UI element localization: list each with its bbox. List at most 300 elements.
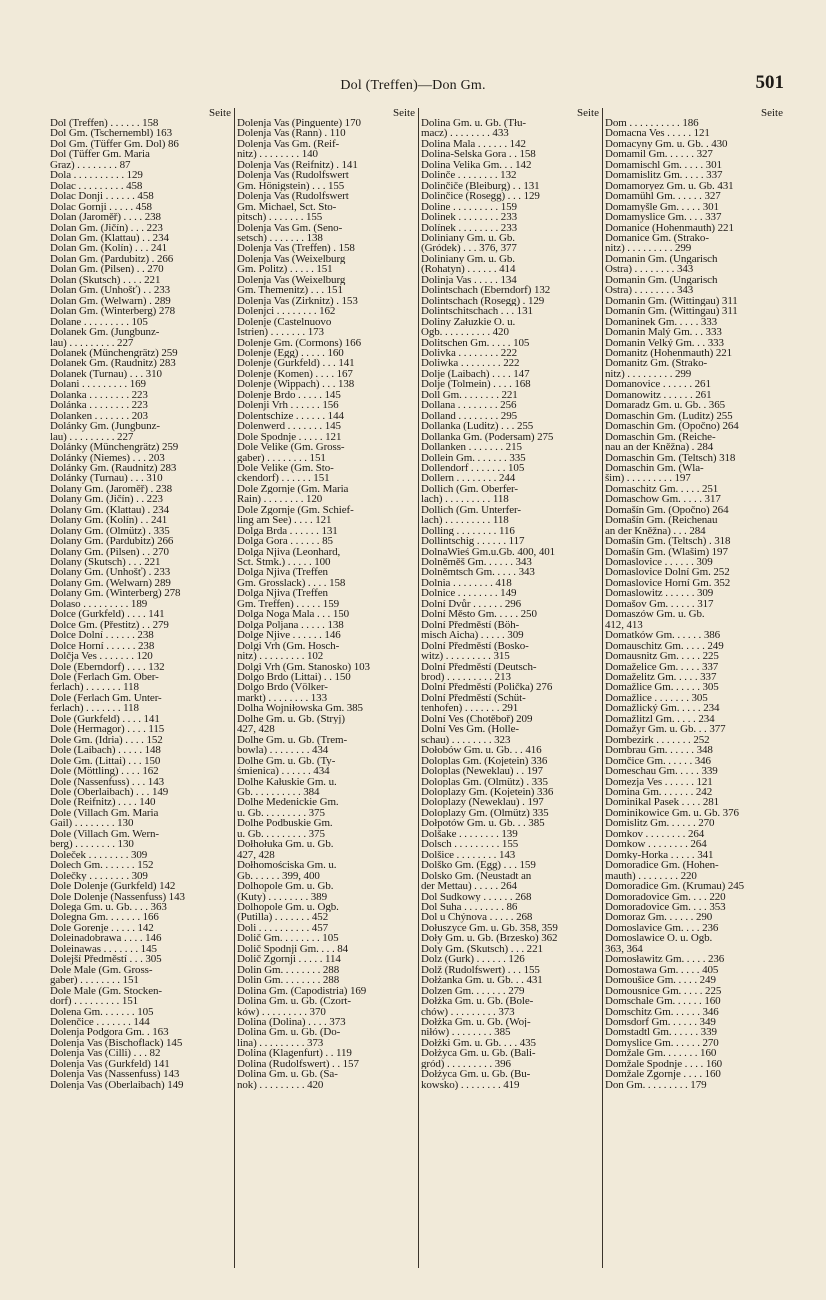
index-entry: Dole Male (Gm. Gross- [50, 964, 153, 976]
index-entry: Doloplazy Gm. (Olmütz) 335 [421, 807, 549, 819]
index-entry: Dolnice . . . . . . . . 149 [421, 588, 517, 599]
index-entry: Dolhe Gm. u. Gb. (Stryj) [237, 713, 345, 725]
index-entry: Domaschin Gm. (Reiche- [605, 431, 716, 443]
index-entry: Dolenja Vas (Rudolfswert [237, 191, 349, 202]
index-entry: Gail) . . . . . . . . 130 [50, 818, 134, 829]
index-entry: Ostra) . . . . . . . . 343 [605, 285, 694, 296]
index-entry: Domoslavice Gm. . . . 236 [605, 922, 719, 934]
index-entry: Dolany Gm. (Unhošť) . 233 [50, 567, 171, 578]
index-entry: Dolce Horní . . . . . . 238 [50, 640, 155, 652]
index-entry: Domaninek Gm. . . . . 333 [605, 316, 718, 328]
index-entry: Dollanka Gm. (Podersam) 275 [421, 431, 554, 443]
index-column-1 [50, 108, 234, 1268]
index-entry: Dole (Laibach) . . . . . 148 [50, 745, 161, 756]
index-entry: Dolany Gm. (Pardubitz) 266 [50, 536, 174, 547]
index-entry: Domschale Gm. . . . . . 160 [605, 996, 721, 1007]
index-entry: Dolhopole Gm. u. Ogb. [237, 901, 339, 913]
index-entry: Dole Zgornje (Gm. Maria [237, 483, 349, 495]
index-entry: Dole (Gurkfeld) . . . . 141 [50, 713, 160, 725]
index-entry: Dolní Ves (Chotěboř) 209 [421, 713, 533, 725]
index-entry: Dolintschach (Eberndorf) 132 [421, 285, 551, 296]
index-entry: Dolina (Dolina) . . . . 373 [237, 1016, 346, 1028]
index-entry: Domousnice Gm. . . . . 225 [605, 985, 722, 997]
index-entry: Dollintschig . . . . . . 117 [421, 536, 525, 547]
index-entry: Dolan Gm. (Welwarn) . 289 [50, 295, 171, 307]
index-entry: Dołuszyce Gm. u. Gb. 358, 359 [421, 922, 558, 934]
index-entry: Dolní Předměstí (Böh- [421, 619, 520, 631]
index-entry: nitz) . . . . . . . . 140 [237, 149, 318, 160]
index-entry: Dolga Gora . . . . . . 85 [237, 536, 333, 547]
index-entry: Dolany Gm. (Klattau) . 234 [50, 504, 169, 516]
index-entry: Dolan Gm. (Klattau) . . 234 [50, 232, 169, 244]
index-entry: Domschitz Gm. . . . . . 346 [605, 1006, 719, 1017]
index-entry: DolnaWieś Gm.u.Gb. 400, 401 [421, 546, 556, 558]
index-entry: Domažyr Gm. u. Gb. . . 377 [605, 724, 726, 735]
index-entry: Domžale Spodnje . . . . 160 [605, 1058, 723, 1070]
index-entry: Domaschitz Gm. . . . . 251 [605, 483, 719, 495]
index-entry: (Putilla) . . . . . . . 452 [237, 912, 329, 923]
index-entry: Doły Gm. u. Gb. (Brzesko) 362 [421, 933, 558, 944]
index-column-4 [602, 108, 786, 1268]
index-entry: Dolenja Podgora Gm. . 163 [50, 1027, 169, 1038]
index-entry: Dole (Villach Gm. Wern- [50, 828, 159, 840]
index-entry: Dolling . . . . . . . . 116 [421, 525, 515, 537]
index-entry: Dolaso . . . . . . . . . 189 [50, 598, 148, 610]
index-entry: Dolenja Vas Gm. (Seno- [237, 222, 343, 233]
index-entry: macz) . . . . . . . . 433 [421, 128, 509, 139]
index-entry: Dole (Villach Gm. Maria [50, 807, 159, 819]
index-entry: Dolzen Gm. . . . . . . 279 [421, 985, 525, 997]
index-entry: Dolan (Skutsch) . . . . 221 [50, 274, 161, 286]
index-entry: Dolž (Rudolfswert) . . . 155 [421, 964, 540, 976]
index-entry: misch Aicha) . . . . . 309 [421, 630, 524, 641]
index-entry: Dolac Donji . . . . . . 458 [50, 191, 154, 202]
column-heading: Seite [393, 107, 415, 119]
index-entry: schau) . . . . . . . . 323 [421, 734, 511, 746]
index-entry: Dolič Zgornji . . . . . 114 [237, 954, 341, 965]
index-entry: Domaschin Gm. (Teltsch) 318 [605, 452, 736, 463]
index-entry: Domoradice Gm. (Krumau) 245 [605, 881, 745, 892]
index-entry: Dolanken . . . . . . . 203 [50, 410, 148, 422]
index-entry: Dolje (Laibach) . . . . 147 [421, 368, 530, 380]
index-entry: Ogb. . . . . . . . . . 420 [421, 327, 509, 338]
index-entry: Dolenje (Komen) . . . . 167 [237, 368, 353, 380]
index-entry: Graz) . . . . . . . . 87 [50, 159, 131, 171]
index-entry: ling am See) . . . . 121 [237, 515, 332, 526]
index-entry: Dolinčiče (Bleiburg) . . 131 [421, 180, 540, 192]
index-entry: Dolenje (Gurkfeld) . . . 141 [237, 358, 355, 369]
index-entry: Domaschow Gm. . . . . 317 [605, 494, 721, 505]
index-column-2 [234, 108, 418, 1268]
index-entry: Dolič Gm. . . . . . . . 105 [237, 933, 339, 944]
index-entry: 363, 364 [605, 943, 643, 955]
index-columns [50, 108, 787, 1268]
index-entry: Dolce (Gurkfeld) . . . . 141 [50, 609, 165, 620]
index-entry: Dollich (Gm. Unterfer- [421, 504, 521, 516]
index-entry: 412, 413 [605, 619, 643, 631]
index-entry: Domžale Gm. . . . . . . 160 [605, 1048, 717, 1059]
index-entry: Gb. . . . . . 399, 400 [237, 870, 320, 882]
index-entry: Dolin Gm. . . . . . . . 288 [237, 964, 340, 976]
index-entry: Dołżanka Gm. u. Gb. . . 431 [421, 975, 543, 986]
index-entry: Dole (Ferlach Gm. Ober- [50, 672, 159, 683]
index-entry: Dom . . . . . . . . . . 186 [605, 118, 699, 129]
index-entry: Dolenčice . . . . . . . 144 [50, 1016, 150, 1028]
index-entry: Dominikowice Gm. u. Gb. 376 [605, 807, 739, 819]
index-entry: Doleinawas . . . . . . . 145 [50, 943, 157, 955]
index-entry: Dolani . . . . . . . . . 169 [50, 379, 146, 390]
index-entry: Dolgo Brdo (Völker- [237, 682, 328, 693]
index-entry: Domašín Gm. (Wlašim) 197 [605, 546, 728, 558]
index-entry: Dolenja Vas (Gurkfeld) 141 [50, 1058, 170, 1070]
index-entry: Dolentschize . . . . . . 144 [237, 410, 344, 422]
index-entry: Dolina Gm. u. Gb. (Czort- [237, 996, 351, 1007]
index-entry: Domčice Gm. . . . . . 346 [605, 755, 711, 767]
index-entry: Domoradice Gm. (Hohen- [605, 860, 719, 871]
index-entry: Doliniany Gm. u. Gb. [421, 232, 515, 244]
index-entry: Dole (Oberlaibach) . . . 149 [50, 787, 169, 798]
index-entry: nitz) . . . . . . . . . 102 [237, 651, 324, 662]
index-entry: Dolce Gm. (Přestitz) . . 279 [50, 619, 169, 631]
index-entry: Doliwka . . . . . . . . 222 [421, 358, 520, 369]
index-entry: Dolina Gm. (Capodistria) 169 [237, 985, 367, 997]
index-entry: Dolinek . . . . . . . . 233 [421, 212, 517, 223]
index-entry: Dol (Tüffer Gm. Maria [50, 149, 150, 160]
index-entry: Dolhe Kałuskie Gm. u. [237, 776, 337, 787]
index-entry: Dolenja Vas (Nassenfuss) 143 [50, 1069, 180, 1080]
index-entry: Dolany Gm. (Jaroměř) . 238 [50, 483, 173, 495]
index-entry: Dolenja Vas (Oberlaibach) 149 [50, 1079, 184, 1091]
index-entry: Doll Gm. . . . . . . . 221 [421, 389, 518, 401]
index-entry: Dole (Nassenfuss) . . . 143 [50, 776, 165, 787]
index-entry: (Gródek) . . . 376, 377 [421, 243, 517, 254]
index-entry: Domašín Gm. (Reichenau [605, 515, 718, 526]
index-entry: Domašov Gm. . . . . . 317 [605, 598, 714, 610]
index-entry: Domanitz Gm. (Strako- [605, 358, 708, 369]
index-entry: Domanin Gm. (Ungarisch [605, 253, 718, 265]
index-entry: Dolič Spodnji Gm. . . . 84 [237, 943, 349, 955]
index-entry: Doly Gm. (Skutsch) . . . 221 [421, 943, 543, 955]
index-entry: Dolany Gm. (Olmütz) . 335 [50, 525, 170, 537]
index-entry: Dolina (Rudolfswert) . . 157 [237, 1058, 359, 1070]
index-entry: Dominikal Pasek . . . . 281 [605, 797, 720, 808]
index-entry: bowla) . . . . . . . . 434 [237, 745, 329, 756]
index-entry: Domaslovice Dolní Gm. 252 [605, 567, 730, 578]
index-entry: lau) . . . . . . . . . 227 [50, 431, 134, 443]
index-entry: Domažlice Gm. . . . . . 305 [605, 682, 719, 693]
index-entry: Dolga Njiva (Leonhard, [237, 546, 341, 558]
index-entry: Dolina Gm. u. Gb. (Sa- [237, 1069, 338, 1080]
index-entry: Dole (Hermagor) . . . . 115 [50, 724, 165, 735]
index-entry: Dolní Dvůr . . . . . . 296 [421, 598, 522, 610]
index-entry: dorf) . . . . . . . . . 151 [50, 996, 139, 1007]
index-entry: Dollein Gm. . . . . . . 335 [421, 452, 526, 463]
index-entry: Gm. Grosslack) . . . . 158 [237, 577, 346, 589]
index-entry: Dol Gm. (Tüffer Gm. Dol) 86 [50, 138, 179, 150]
index-entry: lina) . . . . . . . . . 373 [237, 1037, 324, 1049]
index-entry: Dolitschen Gm. . . . . 105 [421, 337, 530, 348]
index-entry: Domoraz Gm. . . . . . 290 [605, 912, 713, 923]
index-entry: Domacyny Gm. u. Gb. . 430 [605, 138, 728, 150]
index-entry: Dolšice . . . . . . . . 143 [421, 849, 516, 861]
index-entry: Dolánky Gm. (Raudnitz) 283 [50, 462, 177, 474]
index-entry: Domaslovice . . . . . . 309 [605, 557, 713, 568]
index-entry: Doli . . . . . . . . . . 457 [237, 922, 329, 934]
index-entry: Dołżka Gm. u. Gb. (Woj- [421, 1016, 531, 1028]
index-entry: Doloplazy Gm. (Kojetein) 336 [421, 787, 554, 798]
index-entry: Dole (Ferlach Gm. Unter- [50, 692, 162, 704]
index-entry: Dolivka . . . . . . . . 222 [421, 347, 517, 359]
index-entry: Dolenje (Wippach) . . . 138 [237, 379, 355, 390]
index-entry: Domyslice Gm. . . . . . 270 [605, 1037, 719, 1049]
index-entry: nok) . . . . . . . . . 420 [237, 1079, 324, 1091]
index-entry: tenhofen) . . . . . . . 291 [421, 703, 519, 714]
index-entry: Dolan Gm. (Winterberg) 278 [50, 306, 176, 317]
index-entry: Dołpotów Gm. u. Gb. . . 385 [421, 818, 545, 829]
index-entry: Dolenja Vas (Pinguente) 170 [237, 118, 361, 129]
index-entry: Dolin Gm. . . . . . . . 288 [237, 975, 340, 986]
index-entry: Domažlice . . . . . . . 305 [605, 692, 708, 704]
index-entry: śmienica) . . . . . . 434 [237, 766, 330, 777]
index-entry: Dolško Gm. (Egg) . . . 159 [421, 860, 536, 871]
index-entry: Doloplas Gm. (Kojetein) 336 [421, 755, 548, 767]
index-entry: Domkow . . . . . . . . 264 [605, 839, 707, 850]
index-entry: Domanice Gm. (Strako- [605, 232, 709, 244]
index-entry: lau) . . . . . . . . . 227 [50, 337, 134, 348]
index-entry: Dolenja Vas (Weixelburg [237, 253, 346, 265]
index-entry: Dolínek . . . . . . . . 233 [421, 222, 517, 233]
index-entry: Domažlický Gm. . . . . 234 [605, 703, 720, 714]
index-entry: Dolhe Medenickie Gm. [237, 797, 339, 808]
index-entry: Gb. . . . . . . . . . 384 [237, 787, 320, 798]
index-entry: Domaslovice Horní Gm. 352 [605, 577, 731, 589]
index-entry: Dole Velike (Gm. Gross- [237, 442, 345, 453]
index-entry: Domstadtl Gm. . . . . . 339 [605, 1027, 717, 1038]
index-entry: Dolanek Gm. (Raudnitz) 283 [50, 358, 176, 369]
index-entry: Dolní Město Gm. . . . . 250 [421, 609, 537, 620]
index-entry: Dolenja Vas (Rann) . 110 [237, 128, 346, 139]
index-entry: Domamühl Gm. . . . . . 327 [605, 191, 721, 202]
index-entry: Domoušice Gm. . . . . 249 [605, 975, 716, 986]
index-entry: Dolan Gm. (Pilsen) . . 270 [50, 264, 164, 275]
index-entry: Dolsko Gm. (Neustadt an [421, 870, 532, 882]
index-entry: Istrien) . . . . . . . 173 [237, 327, 324, 338]
index-entry: Sct. Stmk.) . . . . . 100 [237, 557, 331, 568]
index-entry: Domina Gm. . . . . . . 242 [605, 787, 713, 798]
index-entry: Domezja Ves . . . . . . 121 [605, 776, 713, 787]
index-entry: Dole (Eberndorf) . . . . 132 [50, 661, 165, 673]
index-entry: Doline . . . . . . . . . 159 [421, 201, 517, 213]
index-entry: Dolinja Vas . . . . . 134 [421, 274, 517, 286]
index-entry: u. Gb. . . . . . . . . 375 [237, 807, 325, 819]
index-entry: Dole Dolenje (Nassenfuss) 143 [50, 891, 185, 902]
index-entry: ków) . . . . . . . . . 370 [237, 1006, 326, 1017]
index-entry: Gm. Themenitz) . . . 151 [237, 285, 343, 296]
index-entry: der Mettau) . . . . . 264 [421, 881, 517, 892]
index-entry: Doleček . . . . . . . . 309 [50, 849, 148, 861]
index-entry: Domamischl Gm. . . . . 301 [605, 159, 722, 171]
index-entry: Dolečky . . . . . . . . 309 [50, 870, 148, 882]
index-entry: Domaschin Gm. (Opočno) 264 [605, 421, 739, 432]
index-entry: Dolenjci . . . . . . . . 162 [237, 306, 336, 317]
index-entry: Dole Dolenje (Gurkfeld) 142 [50, 881, 176, 892]
index-entry: Dol (Treffen) . . . . . . 158 [50, 118, 159, 129]
index-entry: Dolní Předměstí (Bosko- [421, 640, 529, 652]
index-entry: Dołobów Gm. u. Gb. . . 416 [421, 745, 542, 756]
index-entry: Dol Gm. (Tschernembl) 163 [50, 128, 172, 139]
index-entry: Dolenje (Castelnuovo [237, 316, 332, 328]
index-entry: Dollich (Gm. Oberfer- [421, 483, 518, 495]
index-entry: Dolane . . . . . . . . . 105 [50, 316, 148, 328]
index-entry: Dolenja Vas (Weixelburg [237, 274, 346, 286]
page-number: 501 [755, 72, 784, 93]
index-entry: Dol Sudkowy . . . . . . 268 [421, 891, 532, 902]
index-entry: Doloplazy (Neweklau) . 197 [421, 797, 544, 808]
index-entry: Dolhe Gm. u. Gb. (Ty- [237, 755, 336, 767]
index-entry: Dolany Gm. (Pilsen) . . 270 [50, 546, 169, 558]
index-entry: Dolz (Gurk) . . . . . . 126 [421, 954, 525, 965]
index-entry: Gm. Treffen) . . . . . 159 [237, 598, 340, 610]
index-entry: Dolhe Gm. u. Gb. (Trem- [237, 734, 348, 746]
index-entry: lach) . . . . . . . . . 118 [421, 515, 509, 526]
index-entry: Dolenja Vas (Zirknitz) . 153 [237, 295, 358, 307]
index-entry: ckendorf) . . . . . . 151 [237, 473, 330, 484]
index-entry: gród) . . . . . . . . . 396 [421, 1058, 511, 1070]
index-entry: Dolac . . . . . . . . . 458 [50, 180, 143, 192]
index-entry: Dołżka Gm. u. Gb. (Bole- [421, 996, 534, 1007]
index-entry: Dolland . . . . . . . . 295 [421, 410, 517, 422]
index-entry: Dolga Njiva (Treffen [237, 588, 328, 599]
index-entry: Dolina Gm. u. Gb. (Do- [237, 1027, 341, 1038]
index-entry: Dole Velike (Gm. Sto- [237, 462, 334, 474]
index-entry: Dol Suha . . . . . . . . 86 [421, 901, 518, 913]
index-entry: Dollanka (Luditz) . . . 255 [421, 421, 534, 432]
index-entry: Dolech Gm. . . . . . . 152 [50, 860, 154, 871]
index-entry: Domatków Gm. . . . . . 386 [605, 630, 721, 641]
index-column-3 [418, 108, 602, 1268]
index-entry: Dolánky (Münchengrätz) 259 [50, 442, 179, 453]
index-entry: Dole Gm. (Idria) . . . . 152 [50, 734, 163, 746]
index-entry: Dombrau Gm. . . . . . 348 [605, 745, 713, 756]
index-entry: Dolega Gm. u. Gb. . . . 363 [50, 901, 167, 913]
index-entry: Dolac Gornji . . . . . 458 [50, 201, 152, 213]
index-entry: Dolenje Brdo . . . . . 145 [237, 389, 341, 401]
index-entry: mauth) . . . . . . . . 220 [605, 870, 697, 882]
index-entry: Dolje (Tolmein) . . . . 168 [421, 379, 531, 390]
index-entry: Domaradz Gm. u. Gb. . 365 [605, 400, 726, 411]
index-entry: Dolanka . . . . . . . . 223 [50, 389, 148, 401]
index-entry: Dolgi Vrh (Gm. Stanosko) 103 [237, 661, 370, 673]
index-entry: Dolánky Gm. (Jungbunz- [50, 421, 160, 432]
index-entry: nitz) . . . . . . . . . 299 [605, 243, 692, 254]
index-entry: Dolejší Předměstí . . . 305 [50, 954, 162, 965]
index-entry: Dolšake . . . . . . . . 139 [421, 828, 518, 840]
index-entry: Dołżyca Gm. u. Gb. (Bu- [421, 1069, 531, 1080]
index-entry: Dolga Njiva (Treffen [237, 567, 328, 578]
index-entry: Domašín Gm. (Teltsch) . 318 [605, 536, 731, 547]
index-entry: Ostra) . . . . . . . . 343 [605, 264, 694, 275]
column-heading: Seite [209, 107, 231, 119]
index-entry: Domkov . . . . . . . . 264 [605, 828, 705, 840]
index-entry: kowsko) . . . . . . . . 419 [421, 1079, 520, 1091]
index-entry: Dolenja Vas (Bischoflack) 145 [50, 1037, 183, 1049]
index-entry: Domažlitzl Gm. . . . . 234 [605, 713, 715, 725]
index-entry: Dol u Chýnova . . . . . 268 [421, 912, 533, 923]
index-entry: ferlach) . . . . . . . 118 [50, 703, 139, 714]
index-entry: Dolan Gm. (Jičín) . . . 223 [50, 222, 163, 233]
index-entry: Dole Gorenje . . . . . 142 [50, 922, 154, 934]
index-entry: Domamyšle Gm. . . . . 301 [605, 201, 719, 213]
index-entry: Domanin Malý Gm. . . 333 [605, 327, 722, 338]
index-entry: Doliny Załuzkie O. u. [421, 316, 516, 328]
index-entry: Dolany Gm. (Jičín) . . 223 [50, 494, 163, 505]
index-entry: Domaschin Gm. (Luditz) 255 [605, 410, 733, 422]
index-entry: Dolina Mala . . . . . . 142 [421, 138, 526, 150]
index-entry: ferlach) . . . . . . . 118 [50, 682, 139, 693]
index-entry: Dolní Ves Gm. (Holle- [421, 724, 519, 735]
index-entry: Rain) . . . . . . . . 120 [237, 494, 323, 505]
index-entry: Dolina (Klagenfurt) . . 119 [237, 1048, 352, 1059]
index-entry: Dołżki Gm. u. Gb. . . . 435 [421, 1037, 536, 1049]
index-entry: Domaželice Gm. . . . . 337 [605, 661, 719, 673]
index-entry: Don Gm. . . . . . . . . 179 [605, 1079, 707, 1091]
index-entry: Domašín Gm. (Opočno) 264 [605, 504, 729, 516]
index-entry: Dolenja Vas (Rudolfswert [237, 170, 349, 181]
index-entry: Dolany (Skutsch) . . . 221 [50, 557, 161, 568]
index-entry: Dolenja Vas (Reifnitz) . 141 [237, 159, 358, 171]
index-entry: Domaschin Gm. (Wla- [605, 462, 704, 474]
index-entry: Dolenja Vas (Cilli) . . . 82 [50, 1048, 161, 1059]
index-entry: Dombezirk . . . . . . . 252 [605, 734, 710, 746]
index-entry: Doleinadobrawa . . . . 146 [50, 933, 162, 944]
index-entry: Dolní Předměstí (Schüt- [421, 692, 526, 704]
index-entry: Domausnitz Gm. . . . . 225 [605, 651, 719, 662]
index-entry: Domosławitz Gm. . . . . 236 [605, 954, 725, 965]
index-entry: Domostawa Gm. . . . . 405 [605, 964, 719, 976]
index-entry: 427, 428 [237, 849, 275, 861]
index-entry: Dolan Gm. (Unhošť) . . 233 [50, 285, 171, 296]
index-entry: Dole (Möttling) . . . . 162 [50, 766, 159, 777]
index-entry: Dollendorf . . . . . . . 105 [421, 462, 525, 474]
index-entry: Dolhe Podbuskie Gm. [237, 818, 333, 829]
index-entry: šim) . . . . . . . . . 197 [605, 473, 691, 484]
index-entry: an der Kněžna) . . . 284 [605, 525, 706, 537]
index-entry: Domaszów Gm. u. Gb. [605, 609, 705, 620]
index-entry: Dolha Wojniłowska Gm. 385 [237, 703, 363, 714]
index-entry: Dole Zgornje (Gm. Schief- [237, 504, 354, 516]
index-entry: Domanín Gm. (Wittingau) 311 [605, 306, 738, 317]
index-entry: Dołżyca Gm. u. Gb. (Bali- [421, 1048, 536, 1059]
index-entry: Dolan (Jaroměř) . . . . 238 [50, 212, 161, 223]
index-entry: Gm. Hönigstein) . . . 155 [237, 180, 345, 192]
index-entry: Dolan Gm. (Pardubitz) . 266 [50, 253, 174, 265]
index-entry: Dolčja Ves . . . . . . . 120 [50, 651, 153, 662]
index-entry: Dolinče . . . . . . . . 132 [421, 170, 517, 181]
index-entry: Dolgo Brdo (Littai) . . 150 [237, 672, 351, 683]
index-entry: gaber) . . . . . . . . 151 [237, 452, 326, 463]
index-entry: Domamil Gm. . . . . . 327 [605, 149, 713, 160]
column-heading: Seite [577, 107, 599, 119]
index-entry: chów) . . . . . . . . . 373 [421, 1006, 515, 1017]
index-entry: Dolgi Vrh (Gm. Hosch- [237, 640, 340, 652]
index-entry: Dolsch . . . . . . . . . 155 [421, 839, 519, 850]
index-entry: Domanin Velký Gm. . . 333 [605, 337, 724, 348]
index-entry: Domanin Gm. (Ungarisch [605, 274, 718, 286]
index-entry: Domauschitz Gm. . . . . 249 [605, 640, 724, 652]
index-entry: Dolga Brda . . . . . . 131 [237, 525, 338, 537]
index-entry: Domamoryez Gm. u. Gb. 431 [605, 180, 734, 192]
index-entry: Doloplas Gm. (Olmütz) . 335 [421, 776, 548, 787]
